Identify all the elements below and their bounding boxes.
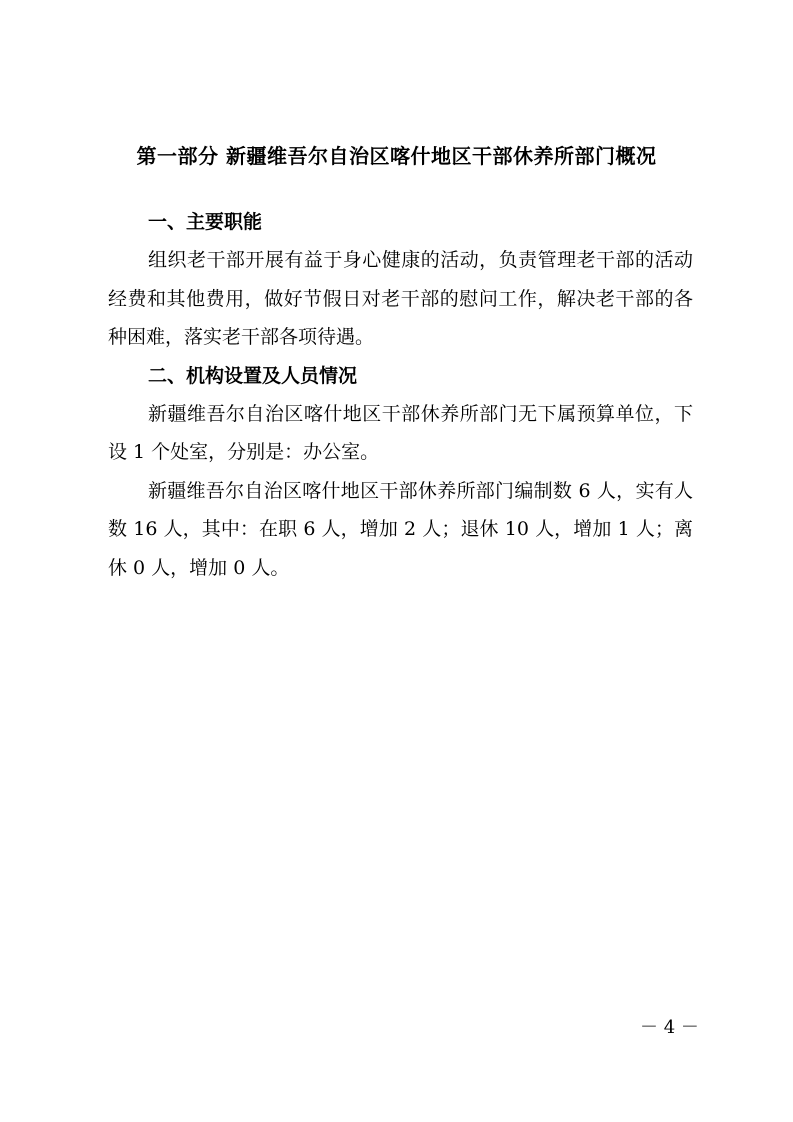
document-body bbox=[108, 203, 693, 587]
section-heading-main-functions: 一、主要职能 bbox=[148, 211, 263, 233]
paragraph-organization: 新疆维吾尔自治区喀什地区干部休养所部门无下属预算单位，下设 1 个处室，分别是：办公室。 bbox=[108, 402, 693, 463]
page-title: 第一部分 新疆维吾尔自治区喀什地区干部休养所部门概况 bbox=[136, 144, 657, 168]
paragraph-staff-count: 新疆维吾尔自治区喀什地区干部休养所部门编制数 6 人，实有人数 16 人，其中：在职 6 人，增加 2 人；退休 10 人，增加 1 人；离休 0 人，增加 0 人。 bbox=[108, 479, 693, 579]
paragraph-main-functions: 组织老干部开展有益于身心健康的活动，负责管理老干部的活动经费和其他费用，做好节假日对老干部的慰问工作，解决老干部的各种困难，落实老干部各项待遇。 bbox=[108, 249, 693, 348]
section-heading-organization-staff: 二、机构设置及人员情况 bbox=[148, 364, 358, 387]
page-number: － 4 － bbox=[640, 1017, 699, 1038]
section-main-functions bbox=[108, 203, 693, 357]
section-organization-staff bbox=[108, 357, 693, 588]
